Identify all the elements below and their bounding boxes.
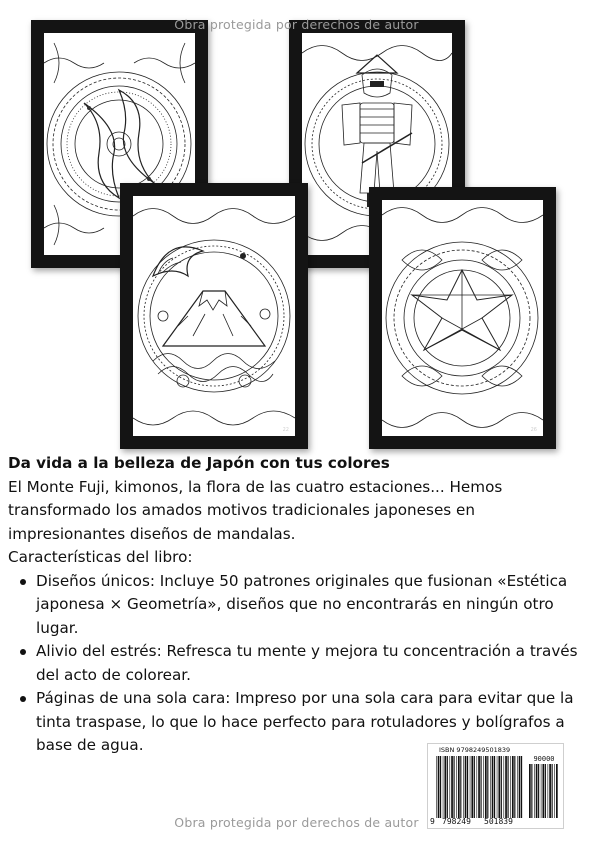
feature-text: Páginas de una sola cara: Impreso por una sola cara para evitar que la tinta traspase, lo que lo hace perfecto para rotuladores y bolígrafos a base de agua.	[36, 689, 574, 754]
feature-text: Diseños únicos: Incluye 50 patrones originales que fusionan «Estética japonesa × Geometría», diseños que no encontrarás en ningún otro lugar.	[36, 571, 568, 637]
features-list	[8, 570, 588, 758]
barcode-bar	[512, 756, 514, 818]
bullet-icon	[20, 696, 26, 702]
barcode-bar	[481, 756, 482, 818]
barcode-bar	[529, 764, 531, 818]
barcode-main-bars	[436, 756, 524, 818]
barcode-bar	[508, 756, 509, 818]
barcode-bar	[438, 756, 440, 818]
barcode-bar	[552, 764, 553, 818]
feature-text: Alivio del estrés: Refresca tu mente y mejora tu concentración a través del acto de colorear.	[36, 642, 578, 684]
barcode-bar	[541, 764, 542, 818]
barcode-bar	[458, 756, 460, 818]
barcode-bar	[444, 756, 446, 818]
barcode-bar	[556, 764, 558, 818]
barcode-bar	[510, 756, 511, 818]
barcode-bar	[447, 756, 448, 818]
barcode-bar	[538, 764, 539, 818]
barcode-bar	[536, 764, 538, 818]
page-number: 26	[530, 427, 537, 433]
barcode-bar	[450, 756, 451, 818]
barcode-bar	[471, 756, 473, 818]
description-headline: Da vida a la belleza de Japón con tus colores	[8, 454, 390, 472]
feature-item	[8, 640, 588, 687]
barcode-bar	[490, 756, 491, 818]
barcode-bar	[545, 764, 546, 818]
barcode-bar	[549, 764, 551, 818]
barcode-bar	[521, 756, 522, 818]
bullet-icon	[20, 579, 26, 585]
barcode-digits-left: 798249	[442, 817, 471, 826]
barcode-bar	[485, 756, 487, 818]
barcode-bar	[501, 756, 502, 818]
barcode-bar	[440, 756, 441, 818]
barcode-bar	[454, 756, 455, 818]
barcode-bar	[548, 764, 549, 818]
barcode-digit-first: 9	[430, 817, 435, 826]
barcode-bar	[463, 756, 464, 818]
barcode-bar	[465, 756, 467, 818]
barcode-bar	[554, 764, 555, 818]
barcode-addon-digits: 90000	[533, 755, 555, 763]
barcode-bar	[483, 756, 484, 818]
barcode-bar	[494, 756, 495, 818]
barcode-bar	[443, 756, 444, 818]
copyright-watermark-top: Obra protegida por derechos de autor	[174, 17, 419, 32]
barcode-bar	[436, 756, 437, 818]
barcode-bar	[517, 756, 518, 818]
mount-fuji-mandala-art	[133, 196, 295, 436]
barcode-bar	[456, 756, 457, 818]
barcode-bar	[467, 756, 468, 818]
mount-fuji-mandala-illustration	[120, 183, 308, 449]
barcode-bar	[514, 756, 515, 818]
barcode-bar	[519, 756, 521, 818]
barcode-bar	[451, 756, 453, 818]
book-description	[8, 452, 588, 758]
barcode-bar	[505, 756, 507, 818]
barcode-bar	[460, 756, 461, 818]
feature-item	[8, 570, 588, 641]
barcode-bar	[478, 756, 480, 818]
barcode-bar	[531, 764, 532, 818]
isbn-label: ISBN 9798249501839	[439, 746, 511, 754]
barcode-bar	[470, 756, 471, 818]
barcode-bar	[504, 756, 505, 818]
barcode-digits-right: 501839	[484, 817, 513, 826]
barcode-bar	[497, 756, 498, 818]
features-title: Características del libro:	[8, 548, 193, 566]
barcode-bar	[474, 756, 475, 818]
barcode-bar	[543, 764, 545, 818]
bullet-icon	[20, 649, 26, 655]
description-intro: El Monte Fuji, kimonos, la flora de las cuatro estaciones... Hemos transformado los amados motivos tradicionales japoneses en impresionantes diseños de mandalas.	[8, 477, 503, 543]
barcode-bar	[498, 756, 500, 818]
barcode-bar	[487, 756, 488, 818]
barcode-addon-bars	[529, 764, 559, 818]
copyright-watermark-bottom: Obra protegida por derechos de autor	[174, 815, 419, 830]
barcode-bar	[534, 764, 535, 818]
origami-cranes-mandala-illustration	[369, 187, 556, 449]
page-number: 22	[282, 427, 289, 433]
barcode-bar	[492, 756, 494, 818]
barcode-bar	[477, 756, 478, 818]
origami-cranes-mandala-art	[382, 200, 543, 436]
